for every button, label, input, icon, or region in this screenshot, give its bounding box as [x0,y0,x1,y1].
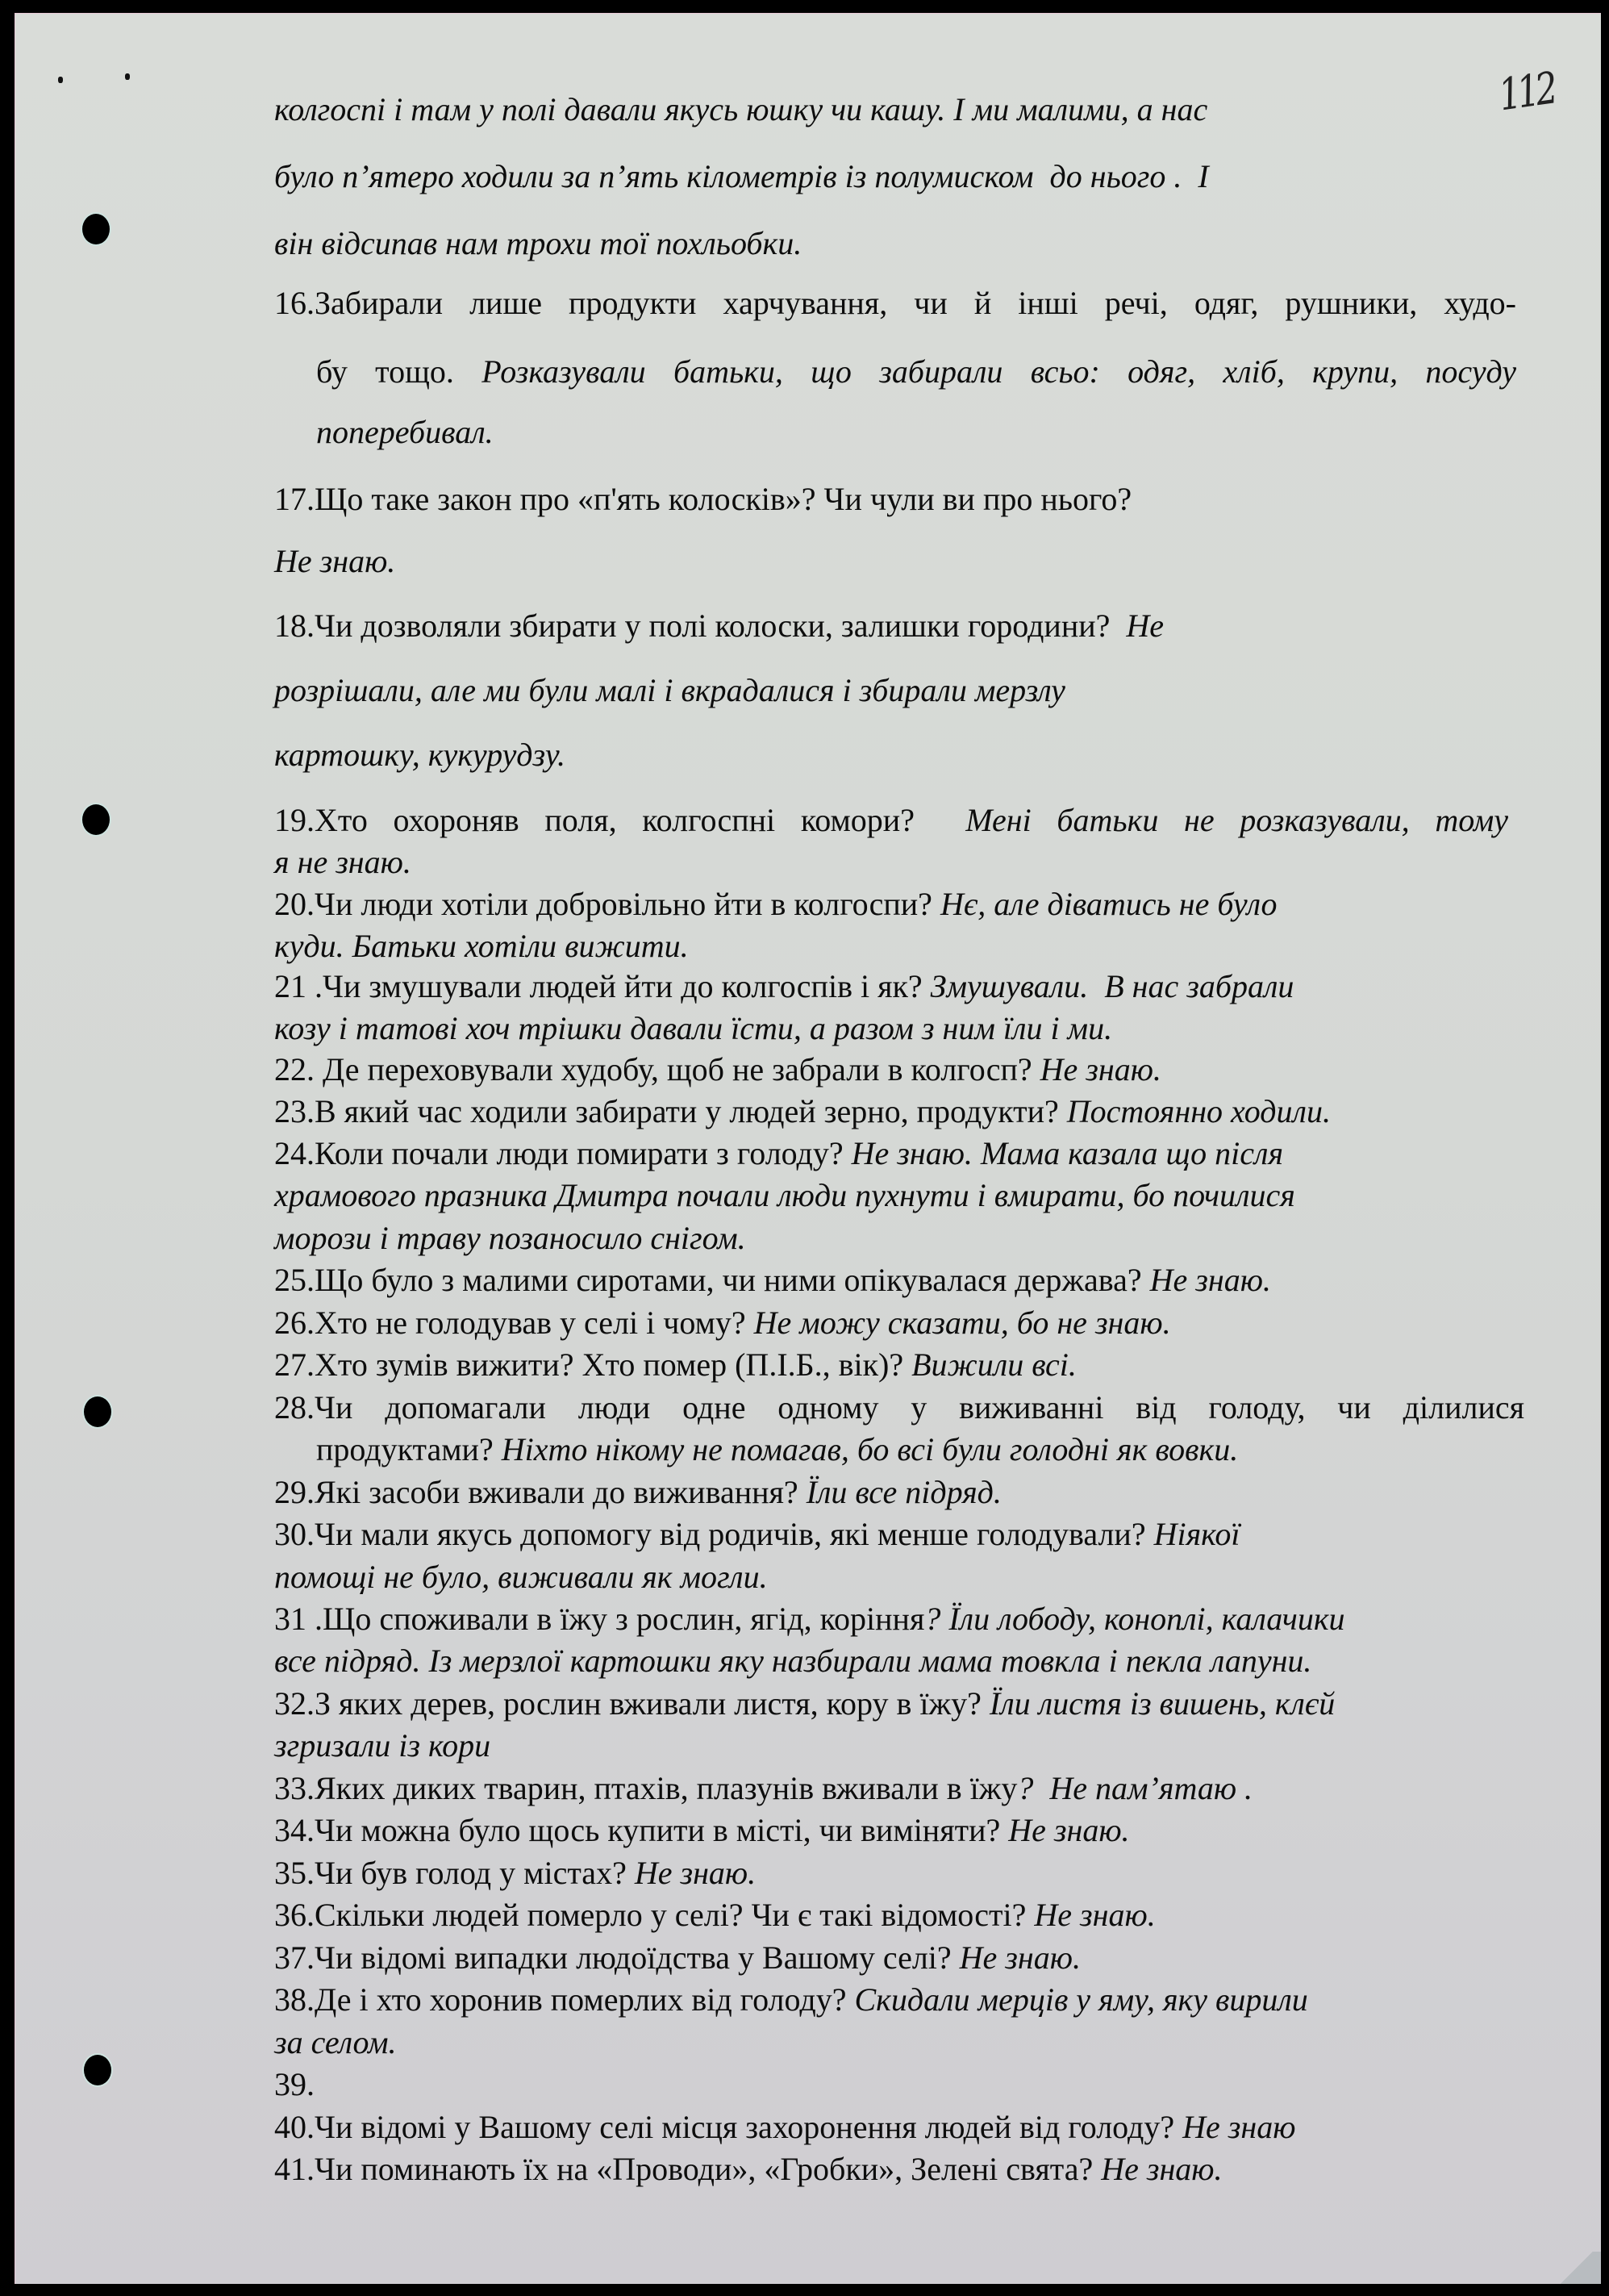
text-line [274,736,565,774]
answer-text: Не можу сказати, бо не знаю. [753,1305,1171,1341]
text-line [274,1515,1240,1554]
answer-text: було п’ятеро ходили за п’ять кілометрів із полумиском до нього . І [274,158,1209,194]
question-text: 39. [274,2066,315,2102]
answer-text: ? Їли лободу, коноплі, калачики [924,1601,1345,1637]
answer-text: помощі не було, виживали як могли. [274,1559,768,1595]
text-line [274,2108,1295,2147]
question-text: 31 .Що споживали в їжу з рослин, ягід, коріння [274,1601,925,1637]
text-line [274,671,1065,710]
answer-text: Не знаю. [1008,1812,1130,1848]
text-line [274,967,1294,1006]
text-line [274,157,1209,196]
question-text: 24.Коли почали люди помирати з голоду? [274,1135,852,1171]
answer-text: Скидали мерців у яму, яку вирили [854,1981,1308,2018]
text-line [274,1050,1161,1089]
answer-text: храмового празника Дмитра почали люди пухнути і вмирати, бо почилися [274,1177,1295,1213]
answer-text: Мені батьки не розказували, тому [965,802,1508,838]
answer-text: куди. Батьки хотіли вижити. [274,928,689,964]
question-text: 32.З яких дерев, рослин вживали листя, кору в їжу? [274,1685,990,1722]
question-text: 38.Де і хто хоронив померлих від голоду? [274,1981,855,2018]
answer-text: Вижили всі. [911,1346,1077,1383]
text-line [274,1769,1253,1808]
paper-speck [58,77,63,83]
text-line [274,1896,1156,1935]
text-line [274,1009,1112,1048]
answer-text: козу і татові хоч трішки давали їсти, а разом з ним їли і ми. [274,1010,1113,1046]
answer-text: Не знаю. [1040,1051,1161,1087]
answer-text: Їли листя із вишень, клєй [989,1685,1336,1722]
text-line [274,1811,1130,1850]
answer-text: Не знаю. [1101,2151,1223,2187]
answer-text: Не знаю. [1149,1262,1271,1298]
punch-hole [84,2055,111,2085]
text-line [316,413,494,452]
question-text: 28.Чи допомагали люди одне одному у виживанні від голоду, чи ділилися [274,1389,1524,1426]
folded-corner [1553,2252,1601,2284]
question-text: 16.Забирали лише продукти харчування, чи й інші речі, одяг, рушники, худо- [274,285,1516,321]
answer-text: Ніякої [1153,1516,1240,1552]
text-line [274,1346,1077,1384]
answer-text: Не знаю. [959,1939,1081,1976]
answer-text: Змушували. В нас забрали [930,968,1294,1004]
paper-speck [125,73,130,80]
text-line [274,2065,315,2104]
question-text: 21 .Чи змушували людей йти до колгоспів і як? [274,968,931,1004]
text-line [274,1473,1002,1512]
text-line [274,1388,1524,1427]
answer-text: Не знаю [1182,2109,1296,2145]
text-line [274,1642,1311,1680]
text-line [274,607,1164,645]
text-line [274,1558,768,1597]
question-text: 40.Чи відомі у Вашому селі місця захоронення людей від голоду? [274,2109,1183,2145]
answer-text: морози і траву позаносило снігом. [274,1220,746,1256]
text-line [274,1261,1271,1300]
question-text: 23.В який час ходили забирати у людей зерно, продукти? [274,1093,1067,1129]
text-line [274,1854,756,1893]
answer-text: все підряд. Із мерзлої картошки яку назбирали мама товкла і пекла лапуни. [274,1643,1312,1679]
question-text: 37.Чи відомі випадки людоїдства у Вашому селі? [274,1939,960,1976]
answer-text: Розказували батьки, що забирали всьо: одяг, хліб, крупи, посуду [481,353,1516,390]
page-number: 112 [1495,62,1557,121]
answer-text: Ніхто нікому не помагав, бо всі були голодні як вовки. [501,1431,1239,1467]
text-line [316,353,1516,391]
text-line [316,1430,1238,1469]
answer-text: Постоянно ходили. [1066,1093,1331,1129]
question-text: 29.Які засоби вживали до виживання? [274,1474,807,1510]
answer-text: я не знаю. [274,844,411,880]
question-text: 25.Що було з малими сиротами, чи ними опікувалася держава? [274,1262,1150,1298]
text-line [274,843,411,882]
answer-text: розрішали, але ми були малі і вкрадалися і збирали мерзлу [274,672,1065,708]
answer-text: Не знаю. [274,543,396,579]
question-text: 20.Чи люди хотіли добровільно йти в колгоспи? [274,886,940,922]
question-text: 35.Чи був голод у містах? [274,1855,635,1891]
text-line [274,1939,1081,1977]
text-line [274,1219,746,1258]
answer-text: Не знаю. [1034,1897,1156,1933]
punch-hole [84,1396,111,1427]
answer-text: за селом. [274,2024,397,2060]
text-line [274,480,1132,519]
text-line [274,90,1207,129]
question-text: 34.Чи можна було щось купити в місті, чи виміняти? [274,1812,1009,1848]
text-line [274,1981,1308,2019]
question-text: бу тощо. [316,353,482,390]
text-line [274,224,802,263]
answer-text: картошку, кукурудзу. [274,737,566,773]
punch-hole [82,214,110,244]
question-text: продуктами? [316,1431,502,1467]
answer-text: згризали із кори [274,1727,491,1764]
text-line [274,2150,1223,2189]
answer-text: Не [1126,607,1165,644]
text-line [274,1726,490,1765]
text-line [274,2023,397,2062]
question-text: 22. Де переховували худобу, щоб не забрали в колгосп? [274,1051,1040,1087]
answer-text: ? Не пам’ятаю . [1017,1770,1253,1806]
answer-text: колгоспі і там у полі давали якусь юшку чи кашу. І ми малими, а нас [274,91,1208,127]
question-text: 27.Хто зумів вижити? Хто помер (П.І.Б., вік)? [274,1346,912,1383]
text-line [274,1134,1283,1173]
answer-text: Не знаю. Мама казала що після [851,1135,1284,1171]
question-text: 33.Яких диких тварин, птахів, плазунів вживали в їжу [274,1770,1018,1806]
text-line [274,885,1278,924]
question-text: 18.Чи дозволяли збирати у полі колоски, залишки городини? [274,607,1127,644]
answer-text: Нє, але діватись не було [940,886,1278,922]
text-line [274,1176,1295,1215]
answer-text: Їли все підряд. [806,1474,1002,1510]
question-text: 30.Чи мали якусь допомогу від родичів, які менше голодували? [274,1516,1154,1552]
question-text: 36.Скільки людей померло у селі? Чи є такі відомості? [274,1897,1035,1933]
question-text: 26.Хто не голодував у селі і чому? [274,1305,754,1341]
answer-text: Не знаю. [634,1855,757,1891]
text-line [274,1600,1345,1639]
text-line [274,1684,1335,1723]
text-line [274,542,395,581]
answer-text: він відсипав нам трохи тої похльобки. [274,225,802,261]
question-text: 17.Що таке закон про «п'ять колосків»? Чи чули ви про нього? [274,481,1132,517]
answer-text: поперебивал. [316,414,494,450]
text-line [274,927,689,966]
question-text: 19.Хто охороняв поля, колгоспні комори? [274,802,966,838]
text-line [274,1092,1331,1131]
question-text: 41.Чи поминають їх на «Проводи», «Гробки», Зелені свята? [274,2151,1102,2187]
text-line [274,284,1516,323]
punch-hole [82,804,110,835]
text-line [274,801,1508,840]
text-line [274,1304,1171,1342]
